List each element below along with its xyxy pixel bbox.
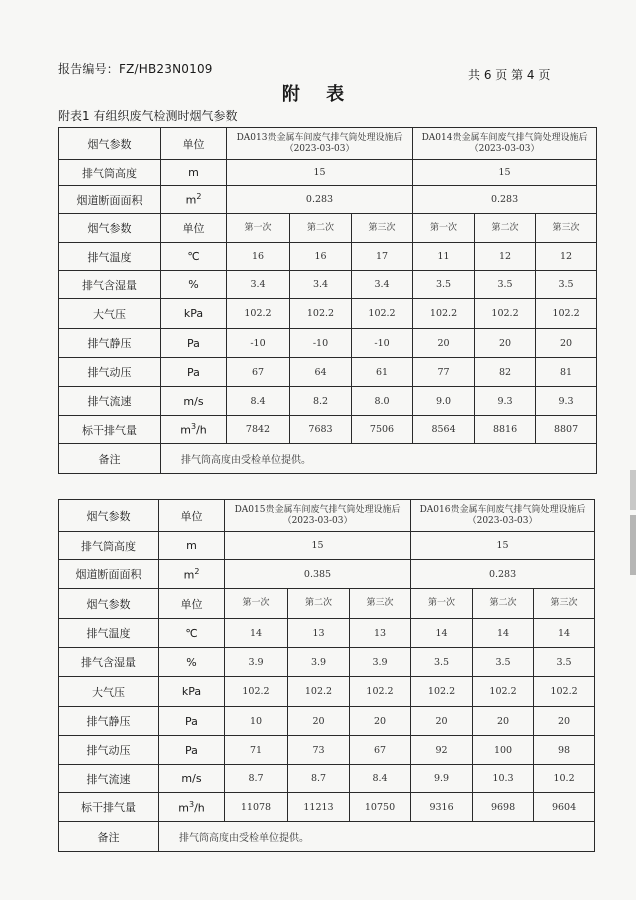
cell-value: 3.9 <box>350 648 411 677</box>
table-row <box>59 160 597 186</box>
cell-value: 13 <box>350 619 411 648</box>
cell-value: -10 <box>352 329 413 358</box>
table-row <box>59 271 597 299</box>
cell-value: 20 <box>536 329 597 358</box>
run-label: 第一次 <box>411 589 473 619</box>
source-header-1: DA015贵金属车间废气排气筒处理设施后（2023-03-03） <box>225 500 411 532</box>
page-indicator: 共 6 页 第 4 页 <box>468 68 551 82</box>
row-label: 排气温度 <box>59 619 159 648</box>
cell-value: 0.283 <box>411 560 595 589</box>
report-number: 报告编号：FZ/HB23N0109 <box>58 62 213 76</box>
cell-value: 102.2 <box>352 299 413 329</box>
row-label: 烟道断面面积 <box>59 560 159 589</box>
row-unit: m <box>159 532 225 560</box>
cell-value: 14 <box>225 619 288 648</box>
row-unit: ℃ <box>159 619 225 648</box>
source-header-2: DA016贵金属车间废气排气筒处理设施后（2023-03-03） <box>411 500 595 532</box>
cell-value: 20 <box>475 329 536 358</box>
scan-edge-mark <box>630 515 636 575</box>
cell-value: 15 <box>227 160 413 186</box>
cell-value: 8.2 <box>290 387 352 416</box>
row-unit: Pa <box>159 707 225 736</box>
row-unit: % <box>159 648 225 677</box>
table-row <box>59 358 597 387</box>
cell-value: 14 <box>534 619 595 648</box>
cell-value: 20 <box>413 329 475 358</box>
cell-value: 20 <box>411 707 473 736</box>
cell-value: 15 <box>413 160 597 186</box>
cell-value: 73 <box>288 736 350 765</box>
cell-value: 10.3 <box>473 765 534 793</box>
cell-value: 11078 <box>225 793 288 822</box>
row-unit: $m^3/h$ <box>159 793 225 822</box>
row-label: 排气动压 <box>59 358 161 387</box>
row-unit: kPa <box>159 677 225 707</box>
table-row <box>59 736 595 765</box>
row-unit: m/s <box>161 387 227 416</box>
cell-value: 8.4 <box>350 765 411 793</box>
table-row <box>59 416 597 444</box>
cell-value: 71 <box>225 736 288 765</box>
cell-value: 102.2 <box>350 677 411 707</box>
cell-value: 9.3 <box>536 387 597 416</box>
source-header-2: DA014贵金属车间废气排气筒处理设施后（2023-03-03） <box>413 128 597 160</box>
table-row <box>59 707 595 736</box>
cell-value: 3.4 <box>227 271 290 299</box>
cell-value: 3.5 <box>473 648 534 677</box>
cell-value: 102.2 <box>534 677 595 707</box>
cell-value: 11 <box>413 243 475 271</box>
cell-value: 102.2 <box>411 677 473 707</box>
table-caption: 附表1 有组织废气检测时烟气参数 <box>58 109 238 123</box>
cell-value: 8.4 <box>227 387 290 416</box>
row-label: 排气含湿量 <box>59 271 161 299</box>
row-label: 大气压 <box>59 299 161 329</box>
run-label: 第二次 <box>475 214 536 243</box>
cell-value: 3.5 <box>536 271 597 299</box>
table-row <box>59 532 595 560</box>
row-label: 排气筒高度 <box>59 532 159 560</box>
unit-header: 单位 <box>159 500 225 532</box>
run-label: 第一次 <box>225 589 288 619</box>
table-row <box>59 329 597 358</box>
note-text: 排气筒高度由受检单位提供。 <box>159 822 595 852</box>
cell-value: 14 <box>473 619 534 648</box>
row-label: 排气温度 <box>59 243 161 271</box>
cell-value: 0.283 <box>413 186 597 214</box>
cell-value: 102.2 <box>225 677 288 707</box>
cell-value: 0.283 <box>227 186 413 214</box>
cell-value: -10 <box>227 329 290 358</box>
cell-value: 7683 <box>290 416 352 444</box>
cell-value: 8564 <box>413 416 475 444</box>
unit-header: 单位 <box>161 128 227 160</box>
cell-value: 92 <box>411 736 473 765</box>
run-label: 第三次 <box>350 589 411 619</box>
row-label: 大气压 <box>59 677 159 707</box>
cell-value: 98 <box>534 736 595 765</box>
cell-value: 102.2 <box>536 299 597 329</box>
param-header: 烟气参数 <box>59 214 161 243</box>
cell-value: 3.4 <box>352 271 413 299</box>
run-label: 第一次 <box>413 214 475 243</box>
cell-value: 7506 <box>352 416 413 444</box>
cell-value: 61 <box>352 358 413 387</box>
table-row <box>59 589 595 619</box>
cell-value: 81 <box>536 358 597 387</box>
cell-value: 102.2 <box>475 299 536 329</box>
row-unit: m/s <box>159 765 225 793</box>
cell-value: 20 <box>534 707 595 736</box>
source-header-1: DA013贵金属车间废气排气筒处理设施后（2023-03-03） <box>227 128 413 160</box>
cell-value: 8.7 <box>288 765 350 793</box>
cell-value: 8807 <box>536 416 597 444</box>
run-label: 第二次 <box>473 589 534 619</box>
table-row <box>59 387 597 416</box>
row-unit: $m^3/h$ <box>161 416 227 444</box>
cell-value: 14 <box>411 619 473 648</box>
row-unit: Pa <box>161 329 227 358</box>
cell-value: 82 <box>475 358 536 387</box>
row-label: 标干排气量 <box>59 416 161 444</box>
scan-edge-mark <box>630 470 636 510</box>
row-label: 排气静压 <box>59 707 159 736</box>
run-label: 第二次 <box>290 214 352 243</box>
row-label: 排气动压 <box>59 736 159 765</box>
flue-gas-table-1 <box>58 127 597 474</box>
cell-value: 3.5 <box>413 271 475 299</box>
cell-value: 13 <box>288 619 350 648</box>
cell-value: 10750 <box>350 793 411 822</box>
row-label: 排气筒高度 <box>59 160 161 186</box>
cell-value: 9.0 <box>413 387 475 416</box>
cell-value: 102.2 <box>290 299 352 329</box>
cell-value: 9.3 <box>475 387 536 416</box>
cell-value: 8816 <box>475 416 536 444</box>
row-label: 排气静压 <box>59 329 161 358</box>
table-row <box>59 765 595 793</box>
table-row <box>59 500 595 532</box>
flue-gas-table-2 <box>58 499 595 852</box>
row-unit: Pa <box>161 358 227 387</box>
run-label: 第三次 <box>534 589 595 619</box>
table-row <box>59 560 595 589</box>
unit-header: 单位 <box>159 589 225 619</box>
cell-value: 16 <box>227 243 290 271</box>
row-unit: ℃ <box>161 243 227 271</box>
row-unit: $m^2$ <box>159 560 225 589</box>
cell-value: 9316 <box>411 793 473 822</box>
table-row <box>59 648 595 677</box>
cell-value: 3.9 <box>288 648 350 677</box>
row-unit: m <box>161 160 227 186</box>
row-unit: $m^2$ <box>161 186 227 214</box>
cell-value: 67 <box>350 736 411 765</box>
param-header: 烟气参数 <box>59 589 159 619</box>
cell-value: 10 <box>225 707 288 736</box>
run-label: 第三次 <box>352 214 413 243</box>
note-label: 备注 <box>59 822 159 852</box>
param-header: 烟气参数 <box>59 500 159 532</box>
cell-value: 20 <box>288 707 350 736</box>
table-row <box>59 299 597 329</box>
cell-value: 15 <box>225 532 411 560</box>
table-row <box>59 444 597 474</box>
row-label: 标干排气量 <box>59 793 159 822</box>
cell-value: 102.2 <box>227 299 290 329</box>
cell-value: -10 <box>290 329 352 358</box>
row-label: 烟道断面面积 <box>59 186 161 214</box>
cell-value: 15 <box>411 532 595 560</box>
cell-value: 11213 <box>288 793 350 822</box>
row-label: 排气含湿量 <box>59 648 159 677</box>
param-header: 烟气参数 <box>59 128 161 160</box>
cell-value: 17 <box>352 243 413 271</box>
cell-value: 20 <box>350 707 411 736</box>
cell-value: 9698 <box>473 793 534 822</box>
run-label: 第二次 <box>288 589 350 619</box>
table-row <box>59 214 597 243</box>
note-label: 备注 <box>59 444 161 474</box>
cell-value: 0.385 <box>225 560 411 589</box>
cell-value: 100 <box>473 736 534 765</box>
cell-value: 16 <box>290 243 352 271</box>
cell-value: 12 <box>475 243 536 271</box>
table-row <box>59 243 597 271</box>
row-label: 排气流速 <box>59 765 159 793</box>
cell-value: 12 <box>536 243 597 271</box>
cell-value: 77 <box>413 358 475 387</box>
cell-value: 3.5 <box>534 648 595 677</box>
table-row <box>59 619 595 648</box>
cell-value: 3.5 <box>411 648 473 677</box>
run-label: 第三次 <box>536 214 597 243</box>
row-label: 排气流速 <box>59 387 161 416</box>
row-unit: % <box>161 271 227 299</box>
table-row <box>59 822 595 852</box>
run-label: 第一次 <box>227 214 290 243</box>
note-text: 排气筒高度由受检单位提供。 <box>161 444 597 474</box>
cell-value: 67 <box>227 358 290 387</box>
cell-value: 3.5 <box>475 271 536 299</box>
page-title: 附 表 <box>281 84 355 105</box>
table-row <box>59 677 595 707</box>
cell-value: 102.2 <box>473 677 534 707</box>
table-row <box>59 128 597 160</box>
cell-value: 64 <box>290 358 352 387</box>
cell-value: 8.0 <box>352 387 413 416</box>
cell-value: 20 <box>473 707 534 736</box>
row-unit: Pa <box>159 736 225 765</box>
cell-value: 102.2 <box>288 677 350 707</box>
cell-value: 7842 <box>227 416 290 444</box>
row-unit: kPa <box>161 299 227 329</box>
unit-header: 单位 <box>161 214 227 243</box>
cell-value: 9.9 <box>411 765 473 793</box>
cell-value: 102.2 <box>413 299 475 329</box>
table-row <box>59 793 595 822</box>
cell-value: 8.7 <box>225 765 288 793</box>
table-row <box>59 186 597 214</box>
cell-value: 3.4 <box>290 271 352 299</box>
cell-value: 3.9 <box>225 648 288 677</box>
cell-value: 9604 <box>534 793 595 822</box>
cell-value: 10.2 <box>534 765 595 793</box>
